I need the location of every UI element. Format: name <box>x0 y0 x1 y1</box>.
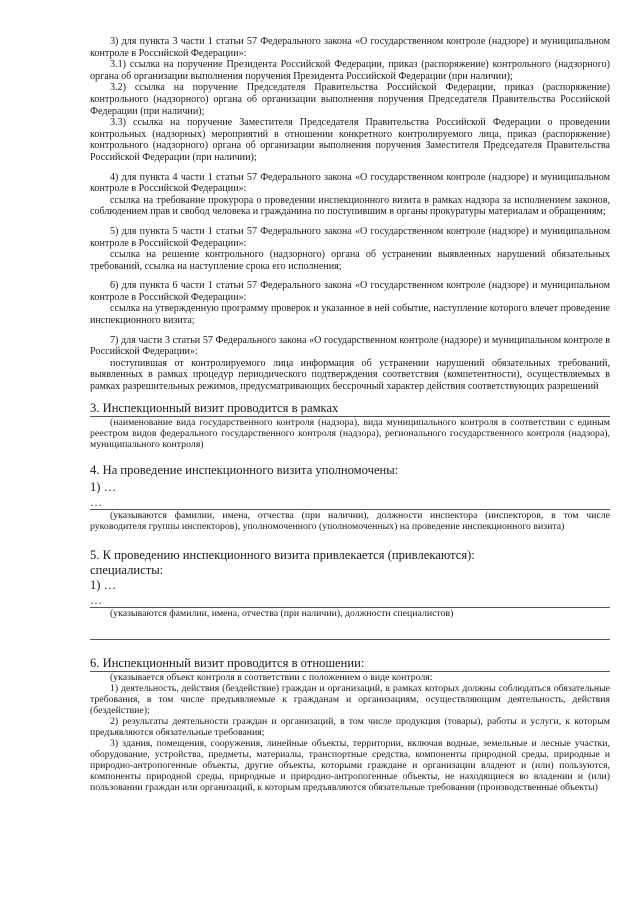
section-4-heading: 4. На проведение инспекционного визита уполномочены: <box>90 462 399 477</box>
paragraph-6-intro: 6) для пункта 6 части 1 статьи 57 Федерального закона «О государственном контроле (надзоре) и муниципальном контроле в Российской Федерации»: <box>90 280 610 303</box>
paragraph-3-3: 3.3) ссылка на поручение Заместителя Председателя Правительства Российской Федерации о проведении контрольных (надзорных) мероприятий в отношении конкретного контролируемого лица, приказ (распоряжение) контрольного (надзорного) органа об организации выполнения поручения Заместителя Председателя Правительства Российской Федерации (при наличии); <box>90 117 610 163</box>
paragraph-7-intro: 7) для части 3 статьи 57 Федерального закона «О государственном контроле (надзоре) и муниципальном контроле в Российской Федерации»: <box>90 334 610 358</box>
section-6-item-3: 3) здания, помещения, сооружения, линейные объекты, территории, включая водные, земельные и лесные участки, оборудование, устройства, предметы, материалы, транспортные средства, компоненты природной среды, природные и природно-антропогенные объекты, другие объекты, которыми граждане и организации владеют и (или) пользуются, компоненты природной среды, природные и природно-антропогенные объекты, не находящиеся во владении и (или) пользовании граждан или организаций, к которым предъявляются обязательные требования (производственные объекты) <box>90 737 610 793</box>
section-5-heading: 5. К проведению инспекционного визита привлекается (привлекаются): <box>90 547 475 562</box>
section-6-item-1: 1) деятельность, действия (бездействие) граждан и организаций, в рамках которых должны соблюдаться обязательные требования, в том числе предъявляемые к гражданам и организациям, осуществляющим деятельность, действия (бездействие); <box>90 682 610 716</box>
paragraph-5-intro: 5) для пункта 5 части 1 статьи 57 Федерального закона «О государственном контроле (надзоре) и муниципальном контроле в Российской Федерации»: <box>90 225 610 249</box>
paragraph-3-2: 3.2) ссылка на поручение Председателя Правительства Российской Федерации, приказ (распоряжение) контрольного (надзорного) органа об организации выполнения поручения Председателя Правительства Российской Федерации (при наличии); <box>90 82 610 117</box>
section-5-note: (указываются фамилии, имена, отчества (при наличии), должности специалистов) <box>110 607 454 619</box>
document-page <box>90 36 610 793</box>
section-5-subheading: специалисты: <box>90 562 164 577</box>
paragraph-4-intro: 4) для пункта 4 части 1 статьи 57 Федерального закона «О государственном контроле (надзоре) и муниципальном контроле в Российской Федерации»: <box>90 171 610 195</box>
paragraph-5-body: ссылка на решение контрольного (надзорного) органа об устранении выявленных нарушений обязательных требований, ссылка на наступление срока его исполнения; <box>90 249 610 272</box>
paragraph-7-body: поступившая от контролируемого лица информация об устранении нарушений обязательных требований, выявленных в рамках процедур периодического подтверждения соответствия (компетентности), осуществляемых в рамках разрешительных режимов, предусматривающих бессрочный характер действия соответствующих разрешений <box>90 357 610 393</box>
section-3-heading: 3. Инспекционный визит проводится в рамках <box>90 401 610 417</box>
paragraph-6-body: ссылка на утвержденную программу проверок и указанное в ней событие, наступление которого влечет проведение инспекционного визита; <box>90 303 610 327</box>
section-5-item-1: 1) … <box>90 577 117 592</box>
section-6-heading: 6. Инспекционный визит проводится в отношении: <box>90 656 610 672</box>
section-5-dots: … <box>90 593 610 608</box>
section-6-item-2: 2) результаты деятельности граждан и организаций, в том числе продукция (товары), работы и услуги, к которым предъявляются обязательные требования; <box>90 715 610 738</box>
section-4-note: (указываются фамилии, имена, отчества (при наличии), должности инспектора (инспекторов, в том числе руководителя группы инспекторов), уполномоченного (уполномоченных) на проведение инспекционного визита) <box>90 509 610 532</box>
section-5-blank-line <box>90 619 610 640</box>
section-6-note: (указывается объект контроля в соответствии с положением о виде контроля: <box>110 671 433 683</box>
section-4-item-1: 1) … <box>90 479 117 494</box>
paragraph-3-1: 3.1) ссылка на поручение Президента Российской Федерации, приказ (распоряжение) контрольного (надзорного) органа об организации выполнения поручения Президента Российской Федерации (при наличии); <box>90 59 610 82</box>
section-4-dots: … <box>90 495 610 510</box>
paragraph-3-intro: 3) для пункта 3 части 1 статьи 57 Федерального закона «О государственном контроле (надзоре) и муниципальном контроле в Российской Федерации»: <box>90 36 610 59</box>
paragraph-4-body: ссылка на требование прокурора о проведении инспекционного визита в рамках надзора за исполнением законов, соблюдением прав и свобод человека и гражданина по поступившим в органы прокуратуры материалам и обращениям; <box>90 194 610 218</box>
section-3-note: (наименование вида государственного контроля (надзора), вида муниципального контроля в соответствии с единым реестром видов федерального государственного контроля (надзора), регионального государственного контроля (надзора), муниципального контроля) <box>90 416 610 450</box>
